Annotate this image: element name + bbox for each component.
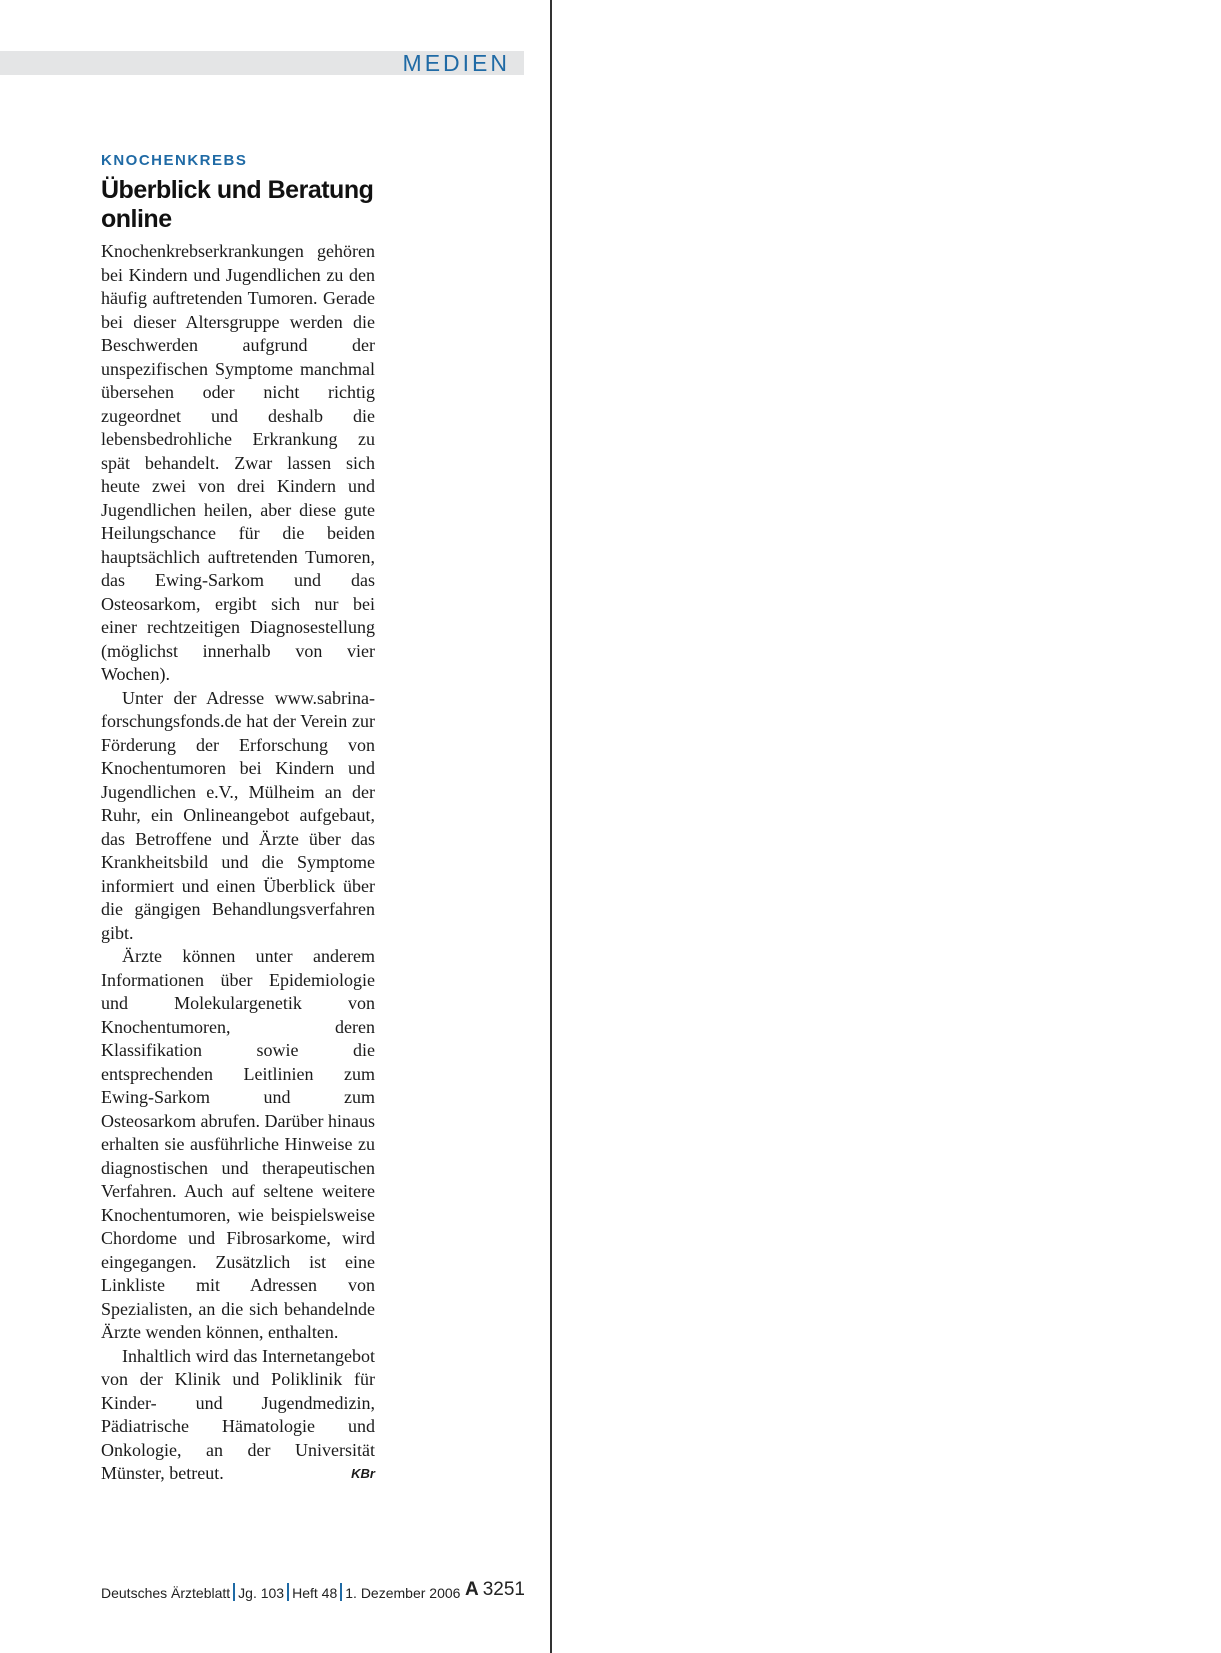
- article-paragraph: Ärzte können unter anderem Informationen über Epidemiologie und Molekulargenetik von Knochentumoren, deren Klassifikation sowie die entsprechenden Leitlinien zum Ewing-Sarkom und zum Osteosarkom abrufen. Darüber hinaus erhalten sie ausführliche Hinweise zu diagnostischen und therapeutischen Verfahren. Auch auf seltene weitere Knochentumoren, wie beispielsweise Chordome und Fibrosarkome, wird eingegangen. Zusätzlich ist eine Linkliste mit Adressen von Spezialisten, an die sich behandelnde Ärzte wenden können, enthalten.: [101, 946, 375, 1342]
- article-headline: Überblick und Beratung online: [101, 176, 374, 233]
- section-label: MEDIEN: [402, 50, 510, 76]
- footer-separator: [287, 1583, 289, 1601]
- article-paragraph: Knochenkrebserkrankungen gehören bei Kindern und Jugendlichen zu den häufig auftretenden Tumoren. Gerade bei dieser Altersgruppe werden die Beschwerden aufgrund der unspezifischen Symptome manchmal übersehen oder nicht richtig zugeordnet und deshalb die lebensbedrohliche Erkrankung zu spät behandelt. Zwar lassen sich heute zwei von drei Kindern und Jugendlichen heilen, aber diese gute Heilungschance für die beiden hauptsächlich auftretenden Tumoren, das Ewing-Sarkom und das Osteosarkom, ergibt sich nur bei einer rechtzeitigen Diagnosestellung (möglichst innerhalb von vier Wochen).: [101, 241, 375, 684]
- article-body: [101, 240, 375, 1486]
- page-footer: [101, 1579, 525, 1604]
- article: [101, 150, 375, 1486]
- page-section-letter: A: [464, 1579, 479, 1600]
- footer-separator: [233, 1583, 235, 1601]
- column-divider: [550, 0, 552, 1653]
- article-paragraph-last: [101, 1345, 375, 1486]
- section-header-bar: [0, 51, 524, 75]
- journal-name: Deutsches Ärzteblatt: [101, 1585, 231, 1601]
- author-initials: KBr: [351, 1466, 375, 1481]
- page-number-value: 3251: [482, 1579, 525, 1600]
- journal-volume: Jg. 103: [238, 1585, 285, 1601]
- page-number: [465, 1579, 525, 1601]
- article-paragraph-text: Inhaltlich wird das Internetangebot von der Klinik und Poliklinik für Kinder- und Jugendmedizin, Pädiatrische Hämatologie und Onkologie, an der Universität Münster, betreut.: [101, 1345, 375, 1483]
- footer-separator: [340, 1583, 342, 1601]
- article-paragraph: Unter der Adresse www.sabrina-forschungsfonds.de hat der Verein zur Förderung der Erforschung von Knochentumoren bei Kindern und Jugendlichen e.V., Mülheim an der Ruhr, ein Onlineangebot aufgebaut, das Betroffene und Ärzte über das Krankheitsbild und die Symptome informiert und einen Überblick über die gängigen Behandlungsverfahren gibt.: [101, 687, 375, 943]
- journal-issue: Heft 48: [292, 1585, 338, 1601]
- journal-date: 1. Dezember 2006: [345, 1585, 461, 1601]
- article-kicker: KNOCHENKREBS: [101, 152, 248, 169]
